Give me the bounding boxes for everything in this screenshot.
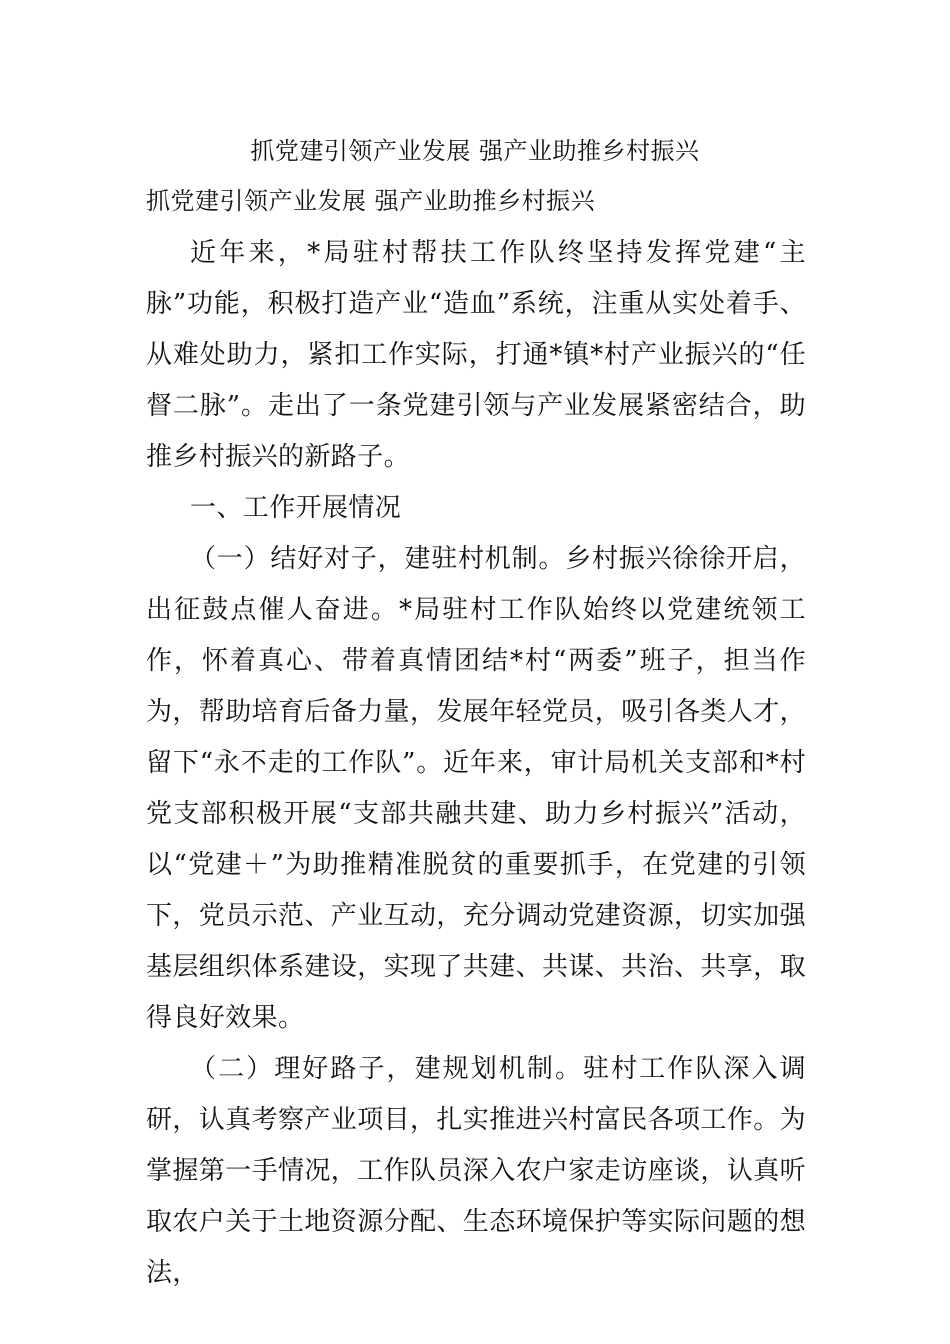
paragraph-planning-mechanism: （二）理好路子，建规划机制。驻村工作队深入调研，认真考察产业项目，扎实推进兴村富民各项工作。为掌握第一手情况，工作队员深入农户家走访座谈，认真听取农户关于土地资源分配、生态环境保护等实际问题的想法， (146, 1054, 807, 1288)
document-body (146, 228, 806, 1299)
document-title: 抓党建引领产业发展 强产业助推乡村振兴 (250, 137, 700, 165)
document-subtitle: 抓党建引领产业发展 强产业助推乡村振兴 (146, 187, 596, 215)
intro-paragraph: 近年来，*局驻村帮扶工作队终坚持发挥党建“主脉”功能，积极打造产业“造血”系统，注重从实处着手、从难处助力，紧扣工作实际，打通*镇*村产业振兴的“任督二脉”。走出了一条党建引领与产业发展紧密结合，助推乡村振兴的新路子。 (146, 238, 806, 472)
section-heading-work-status: 一、工作开展情况 (190, 493, 402, 523)
paragraph-pairing-mechanism: （一）结好对子，建驻村机制。乡村振兴徐徐开启，出征鼓点催人奋进。*局驻村工作队始终以党建统领工作，怀着真心、带着真情团结*村“两委”班子，担当作为，帮助培育后备力量，发展年轻党员，吸引各类人才，留下“永不走的工作队”。近年来，审计局机关支部和*村党支部积极开展“支部共融共建、助力乡村振兴”活动，以“党建＋”为助推精准脱贫的重要抓手，在党建的引领下，党员示范、产业互动，充分调动党建资源，切实加强基层组织体系建设，实现了共建、共谋、共治、共享，取得良好效果。 (146, 544, 807, 1033)
